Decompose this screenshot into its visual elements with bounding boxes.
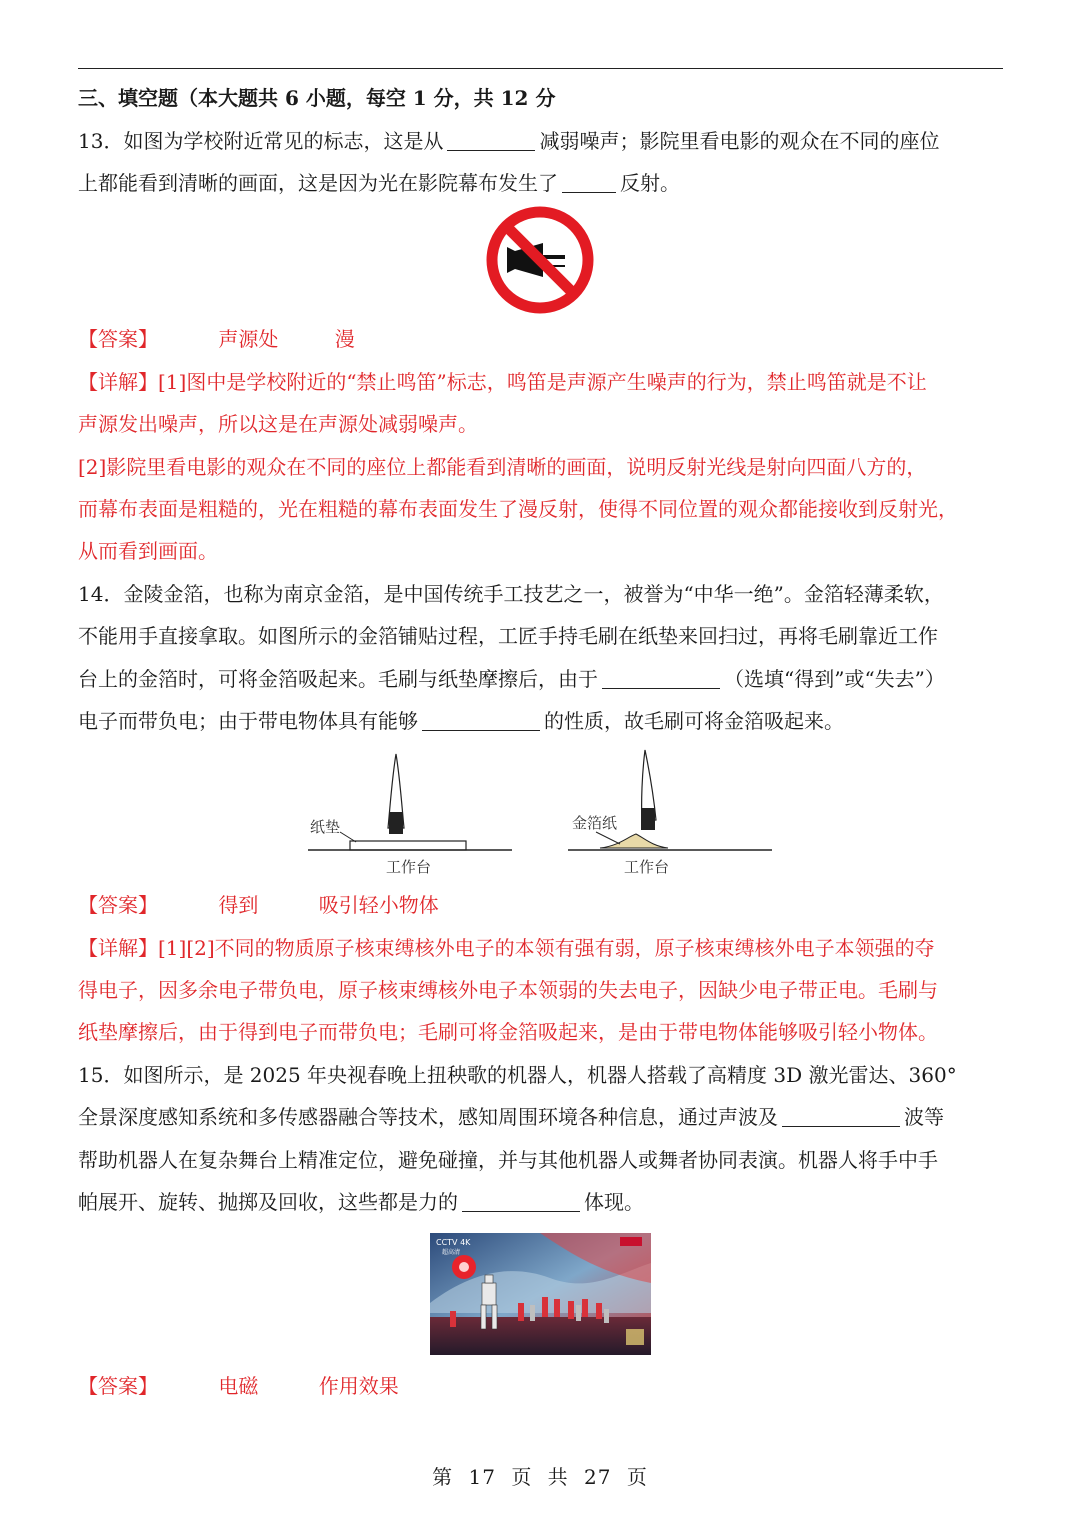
q13-answer: 【答案】 声源处 漫 [78,327,355,351]
q15-line-4: 帕展开、旋转、抛掷及回收，这些都是力的 体现。 [78,1190,644,1214]
q14-line-4: 电子而带负电；由于带电物体具有能够 的性质，故毛刷可将金箔吸起来。 [78,709,844,733]
q15-line-2: 全景深度感知系统和多传感器融合等技术，感知周围环境各种信息，通过声波及 波等 [78,1105,944,1129]
q14-detail-3: 纸垫摩擦后，由于得到电子而带负电；毛刷可将金箔吸起来，是由于带电物体能够吸引轻小物体。 [78,1020,938,1044]
q15-blank-1[interactable] [782,1107,900,1127]
q14-answer-2: 吸引轻小物体 [318,893,439,917]
q13-line-1: 13．如图为学校附近常见的标志，这是从 减弱噪声；影院里看电影的观众在不同的座位 [78,129,940,153]
q15-answer: 【答案】 电磁 作用效果 [78,1374,399,1398]
gold-leaf-figure [300,748,780,878]
q13-detail-4: 而幕布表面是粗糙的，光在粗糙的幕布表面发生了漫反射，使得不同位置的观众都能接收到反射光， [78,497,958,521]
q14-blank-2[interactable] [422,711,540,731]
q14-line-1: 14．金陵金箔，也称为南京金箔，是中国传统手工技艺之一，被誉为“中华一绝”。金箔轻薄柔软， [78,582,944,606]
section-header: 三、填空题（本大题共 6 小题，每空 1 分，共 12 分 [78,86,556,110]
q14-answer-1: 得到 [218,893,259,917]
page-footer: 第 17 页 共 27 页 [432,1465,648,1489]
q15-line-1: 15．如图所示，是 2025 年央视春晚上扭秧歌的机器人，机器人搭载了高精度 3D 激光雷达、360° [78,1063,957,1087]
q13-detail-3: [2]影院里看电影的观众在不同的座位上都能看到清晰的画面，说明反射光线是射向四面八方的， [78,455,927,479]
brush-right [641,750,656,830]
total-pages: 27 [584,1465,612,1489]
q13-detail-1: 【详解】[1]图中是学校附近的“禁止鸣笛”标志，鸣笛是声源产生噪声的行为，禁止鸣笛就是不让 [78,370,927,394]
q13-line-2: 上都能看到清晰的画面，这是因为光在影院幕布发生了 反射。 [78,171,680,195]
current-page: 17 [468,1465,496,1489]
pad-pointer [340,832,356,842]
gold-leaf [600,834,668,848]
robot-dance-photo [430,1233,651,1355]
gold-leaf-label: 金箔纸 [572,814,618,832]
cctv-sub-logo: 超高清 [442,1249,461,1256]
q15-answer-2: 作用效果 [318,1374,399,1398]
q13-answer-1: 声源处 [218,327,279,351]
q15-line-3: 帮助机器人在复杂舞台上精准定位，避免碰撞，并与其他机器人或舞者协同表演。机器人将手中手 [78,1148,938,1172]
q14-blank-1[interactable] [602,669,720,689]
q14-line-2: 不能用手直接拿取。如图所示的金箔铺贴过程，工匠手持毛刷在纸垫来回扫过，再将毛刷靠近工作 [78,624,938,648]
header-rule [78,68,1003,69]
q14-detail-2: 得电子，因多余电子带负电，原子核束缚核外电子本领弱的失去电子，因缺少电子带正电。毛刷与 [78,978,938,1002]
paper-pad [350,841,466,850]
q15-blank-2[interactable] [462,1192,580,1212]
cctv-logo: CCTV 4K [436,1238,471,1247]
q13-detail-2: 声源发出噪声，所以这是在声源处减弱噪声。 [78,412,478,436]
table-left-label: 工作台 [386,858,432,876]
q13-blank-2[interactable] [562,173,616,193]
q13-blank-1[interactable] [447,131,535,151]
paper-pad-label: 纸垫 [310,818,341,836]
brush-left [388,754,404,834]
gold-leaf-pointer [596,832,620,844]
no-honking-sign [485,205,595,315]
q15-answer-1: 电磁 [218,1374,259,1398]
q14-answer: 【答案】 得到 吸引轻小物体 [78,893,439,917]
q14-line-3: 台上的金箔时，可将金箔吸起来。毛刷与纸垫摩擦后，由于 （选填“得到”或“失去”） [78,667,945,691]
q13-detail-5: 从而看到画面。 [78,539,218,563]
q13-answer-2: 漫 [334,327,355,351]
q14-detail-1: 【详解】[1][2]不同的物质原子核束缚核外电子的本领有强有弱，原子核束缚核外电子本领强的夺 [78,936,935,960]
table-right-label: 工作台 [624,858,670,876]
